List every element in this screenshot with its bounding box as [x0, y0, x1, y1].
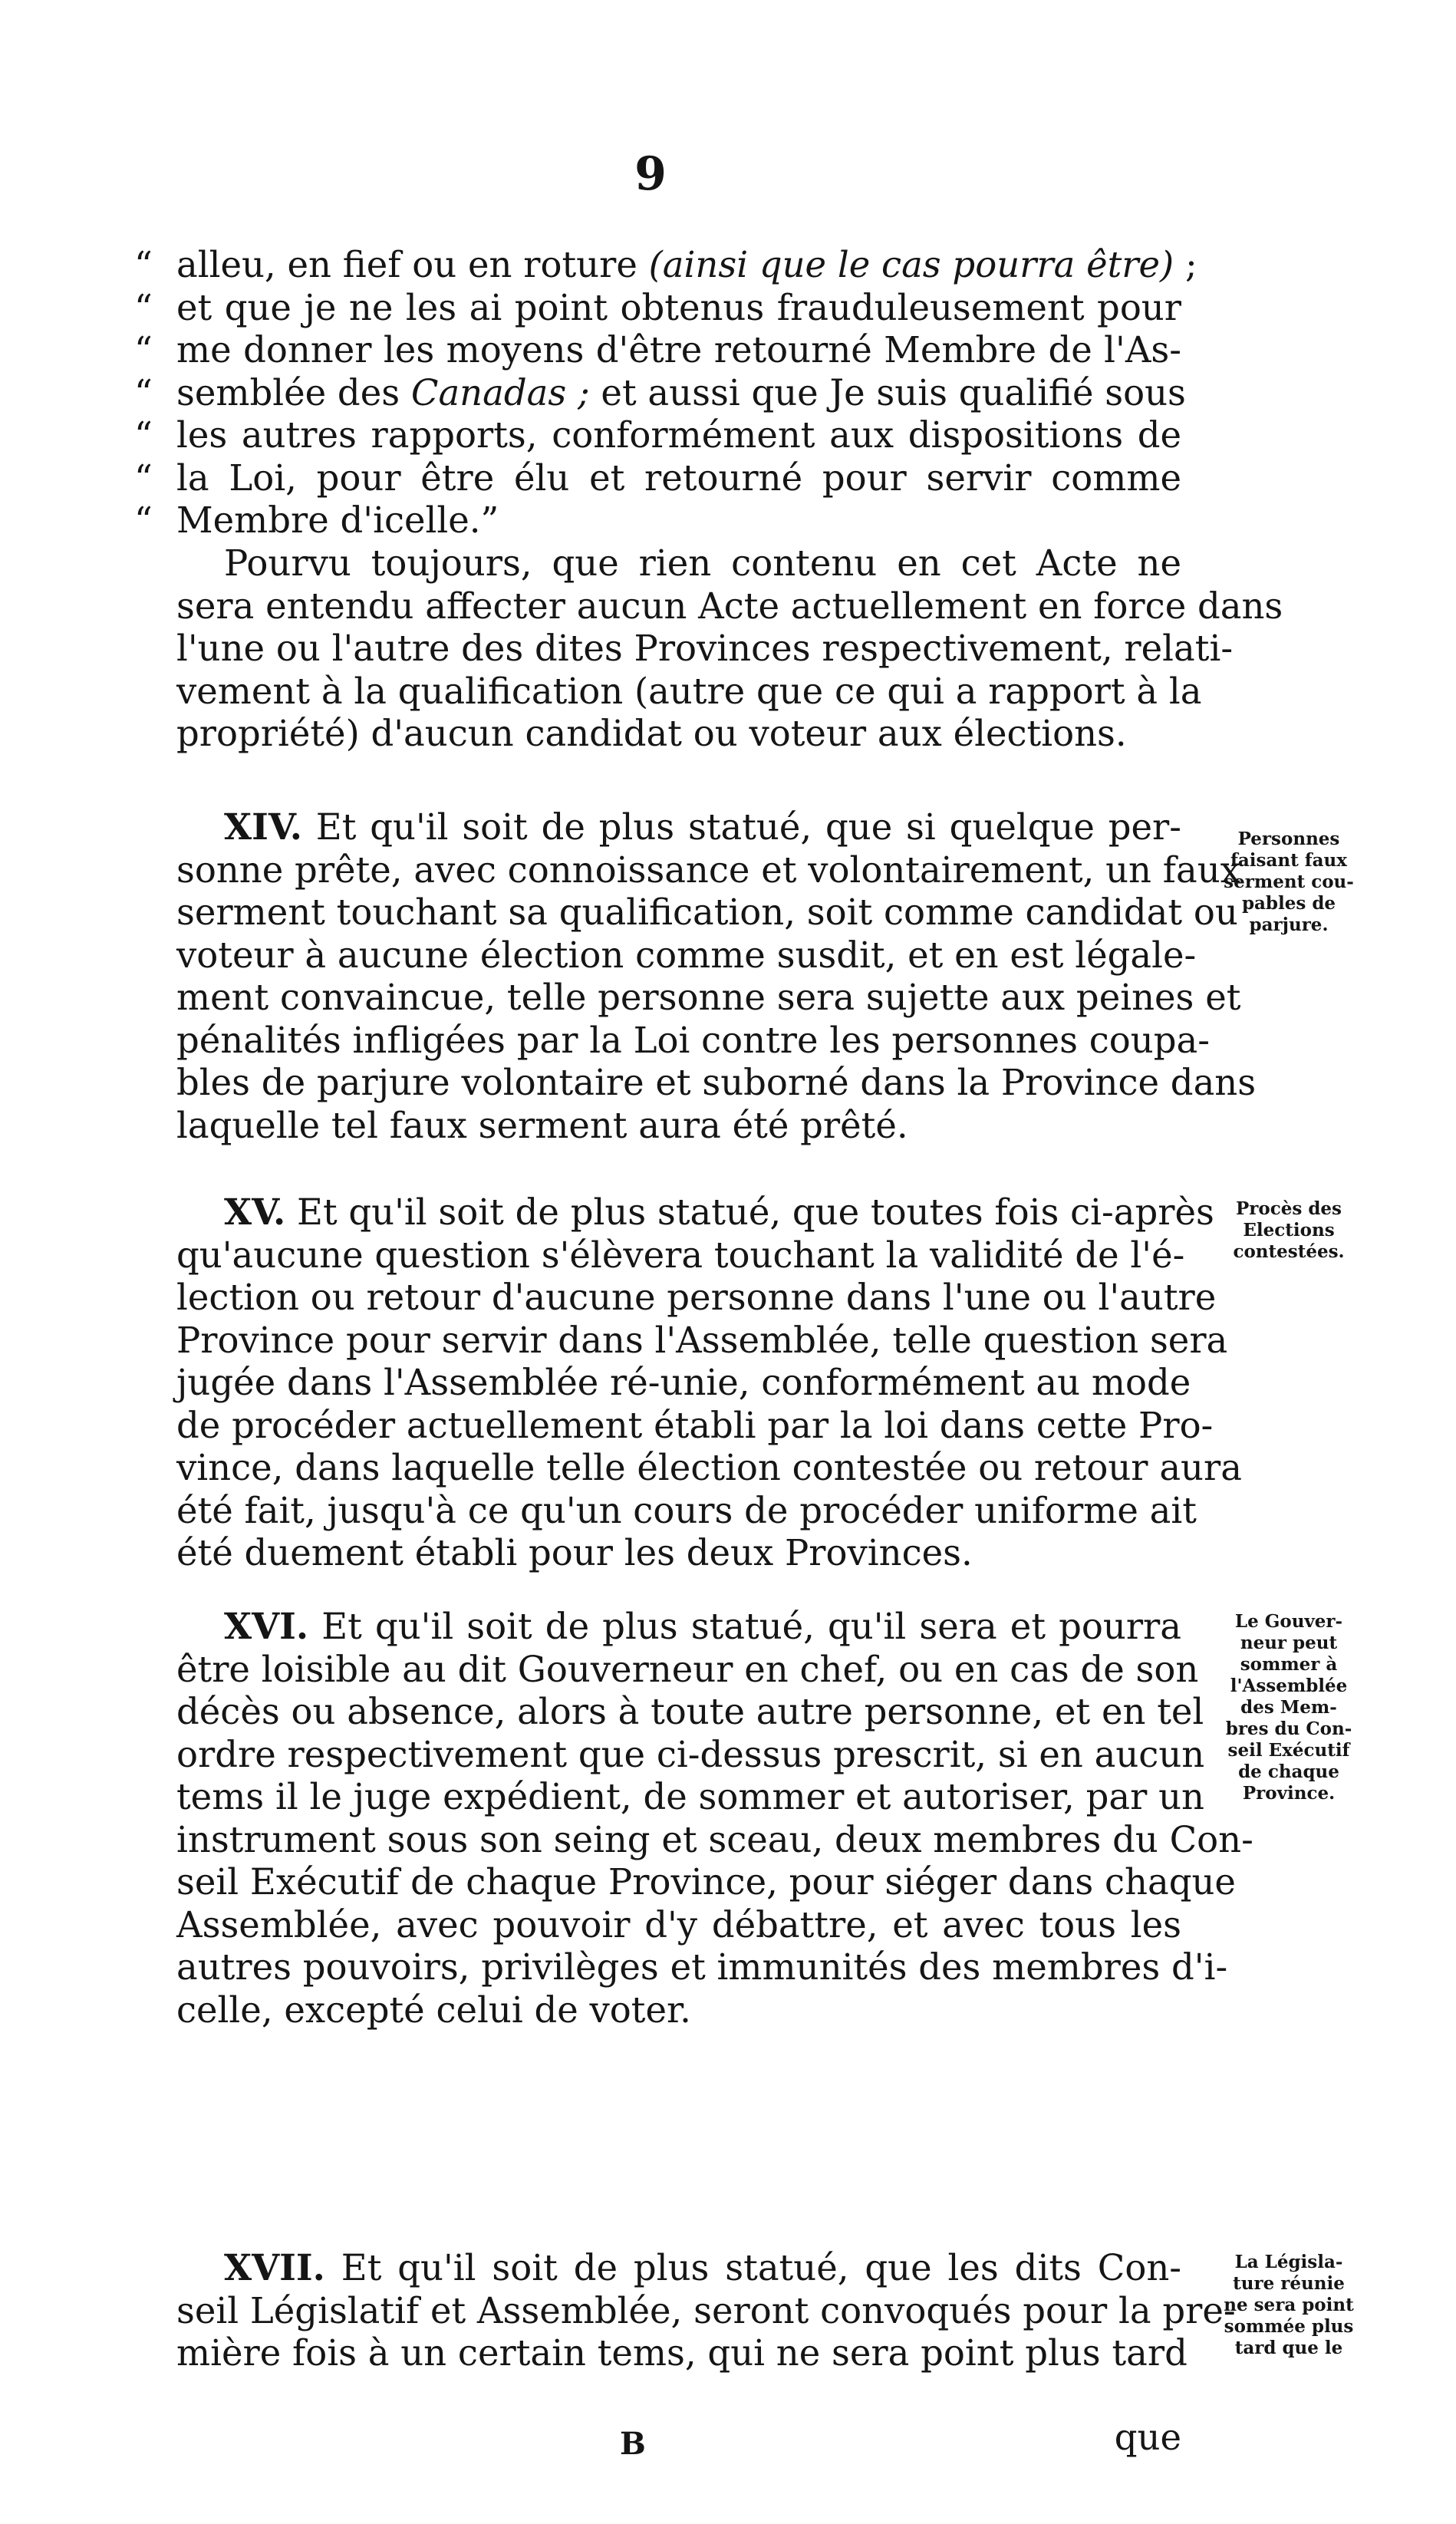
proviso-line: sera entendu affecter aucun Acte actuellement en force dans [176, 585, 1283, 627]
catchword: que [1114, 2417, 1181, 2458]
quote-line: “ les autres rapports, conformément aux dispositions de [134, 414, 1181, 456]
proviso-paragraph [176, 542, 1283, 756]
section-line: être loisible au dit Gouverneur en chef, ou en cas de son [176, 1648, 1199, 1690]
section-number: XVII. [224, 2246, 325, 2288]
quote-line: “ Membre d'icelle.” [134, 499, 499, 541]
proviso-line: vement à la qualification (autre que ce qui a rapport à la [176, 670, 1202, 712]
margin-note-xiv: Personnes faisant faux serment cou- pables de parjure. [1224, 829, 1354, 935]
section-line: mière fois à un certain tems, qui ne sera point plus tard [176, 2332, 1188, 2374]
section-line: serment touchant sa qualification, soit comme candidat ou [176, 891, 1238, 933]
margin-note-xvi: Le Gouver- neur peut sommer à l'Assemblée des Mem- bres du Con- seil Exécutif de chaque Province. [1225, 1611, 1352, 1804]
section-line: instrument sous son seing et sceau, deux membres du Con- [176, 1818, 1253, 1860]
section-line: qu'aucune question s'élèvera touchant la validité de l'é- [176, 1234, 1185, 1276]
section-number: XIV. [224, 806, 302, 848]
section-line: autres pouvoirs, privilèges et immunités des membres d'i- [176, 1946, 1228, 1988]
section-line: seil Exécutif de chaque Province, pour siéger dans chaque [176, 1861, 1236, 1903]
quote-line: “ et que je ne les ai point obtenus frauduleusement pour [134, 286, 1181, 328]
section-line: tems il le juge expédient, de sommer et autoriser, par un [176, 1776, 1204, 1817]
margin-note-xvii: La Législa- ture réunie ne sera point sommée plus tard que le [1224, 2252, 1354, 2358]
section-line: Province pour servir dans l'Assemblée, telle question sera [176, 1319, 1228, 1361]
margin-note-xv: Procès des Elections contestées. [1233, 1198, 1345, 1262]
section-line: seil Législatif et Assemblée, seront convoqués pour la pre- [176, 2289, 1236, 2331]
section-number: XVI. [224, 1605, 309, 1647]
section-xvi [176, 1605, 1253, 2031]
proviso-line: propriété) d'aucun candidat ou voteur aux élections. [176, 713, 1127, 754]
quote-line: “ la Loi, pour être élu et retourné pour servir comme [134, 456, 1181, 499]
section-xvii [176, 2246, 1236, 2375]
section-line: décès ou absence, alors à toute autre personne, et en tel [176, 1691, 1204, 1732]
section-first-line: XV. Et qu'il soit de plus statué, que toutes fois ci-après [224, 1191, 1214, 1233]
quote-line: “ semblée des Canadas ; et aussi que Je suis qualifié sous [134, 371, 1186, 414]
section-line: lection ou retour d'aucune personne dans l'une ou l'autre [176, 1277, 1217, 1318]
section-line: ment convaincue, telle personne sera sujette aux peines et [176, 977, 1241, 1018]
section-line: laquelle tel faux serment aura été prêté. [176, 1104, 908, 1146]
section-line: été fait, jusqu'à ce qu'un cours de procéder uniforme ait [176, 1489, 1197, 1531]
section-line: vince, dans laquelle telle élection contestée ou retour aura [176, 1447, 1242, 1488]
proviso-line: l'une ou l'autre des dites Provinces respectivement, relati- [176, 628, 1234, 669]
section-first-line: XIV. Et qu'il soit de plus statué, que si quelque per- [224, 806, 1181, 848]
section-first-line: XVII. Et qu'il soit de plus statué, que les dits Con- [224, 2246, 1181, 2288]
section-xiv [176, 806, 1257, 1147]
section-line: été duement établi pour les deux Provinces. [176, 1532, 973, 1573]
section-xv [176, 1191, 1242, 1575]
section-line: Assemblée, avec pouvoir d'y débattre, et avec tous les [176, 1903, 1181, 1946]
section-line: bles de parjure volontaire et suborné dans la Province dans [176, 1062, 1257, 1103]
signature-mark: B [620, 2426, 646, 2462]
quote-block [134, 244, 1197, 542]
section-line: de procéder actuellement établi par la loi dans cette Pro- [176, 1404, 1214, 1446]
section-line: celle, excepté celui de voter. [176, 1989, 691, 2031]
section-line: voteur à aucune élection comme susdit, et en est légale- [176, 934, 1197, 976]
section-line: sonne prête, avec connoissance et volontairement, un faux [176, 848, 1240, 891]
quote-line: “ me donner les moyens d'être retourné Membre de l'As- [134, 329, 1181, 371]
proviso-line: Pourvu toujours, que rien contenu en cet Acte ne [224, 542, 1181, 584]
quote-line: “ alleu, en fief ou en roture (ainsi que le cas pourra être) ; [134, 244, 1197, 285]
page-number: 9 [634, 147, 667, 201]
section-number: XV. [224, 1191, 286, 1233]
section-line: ordre respectivement que ci-dessus prescrit, si en aucun [176, 1733, 1205, 1775]
section-first-line: XVI. Et qu'il soit de plus statué, qu'il sera et pourra [224, 1605, 1181, 1647]
section-line: jugée dans l'Assemblée ré-unie, conformément au mode [176, 1362, 1191, 1403]
section-line: pénalités infligées par la Loi contre les personnes coupa- [176, 1019, 1210, 1061]
